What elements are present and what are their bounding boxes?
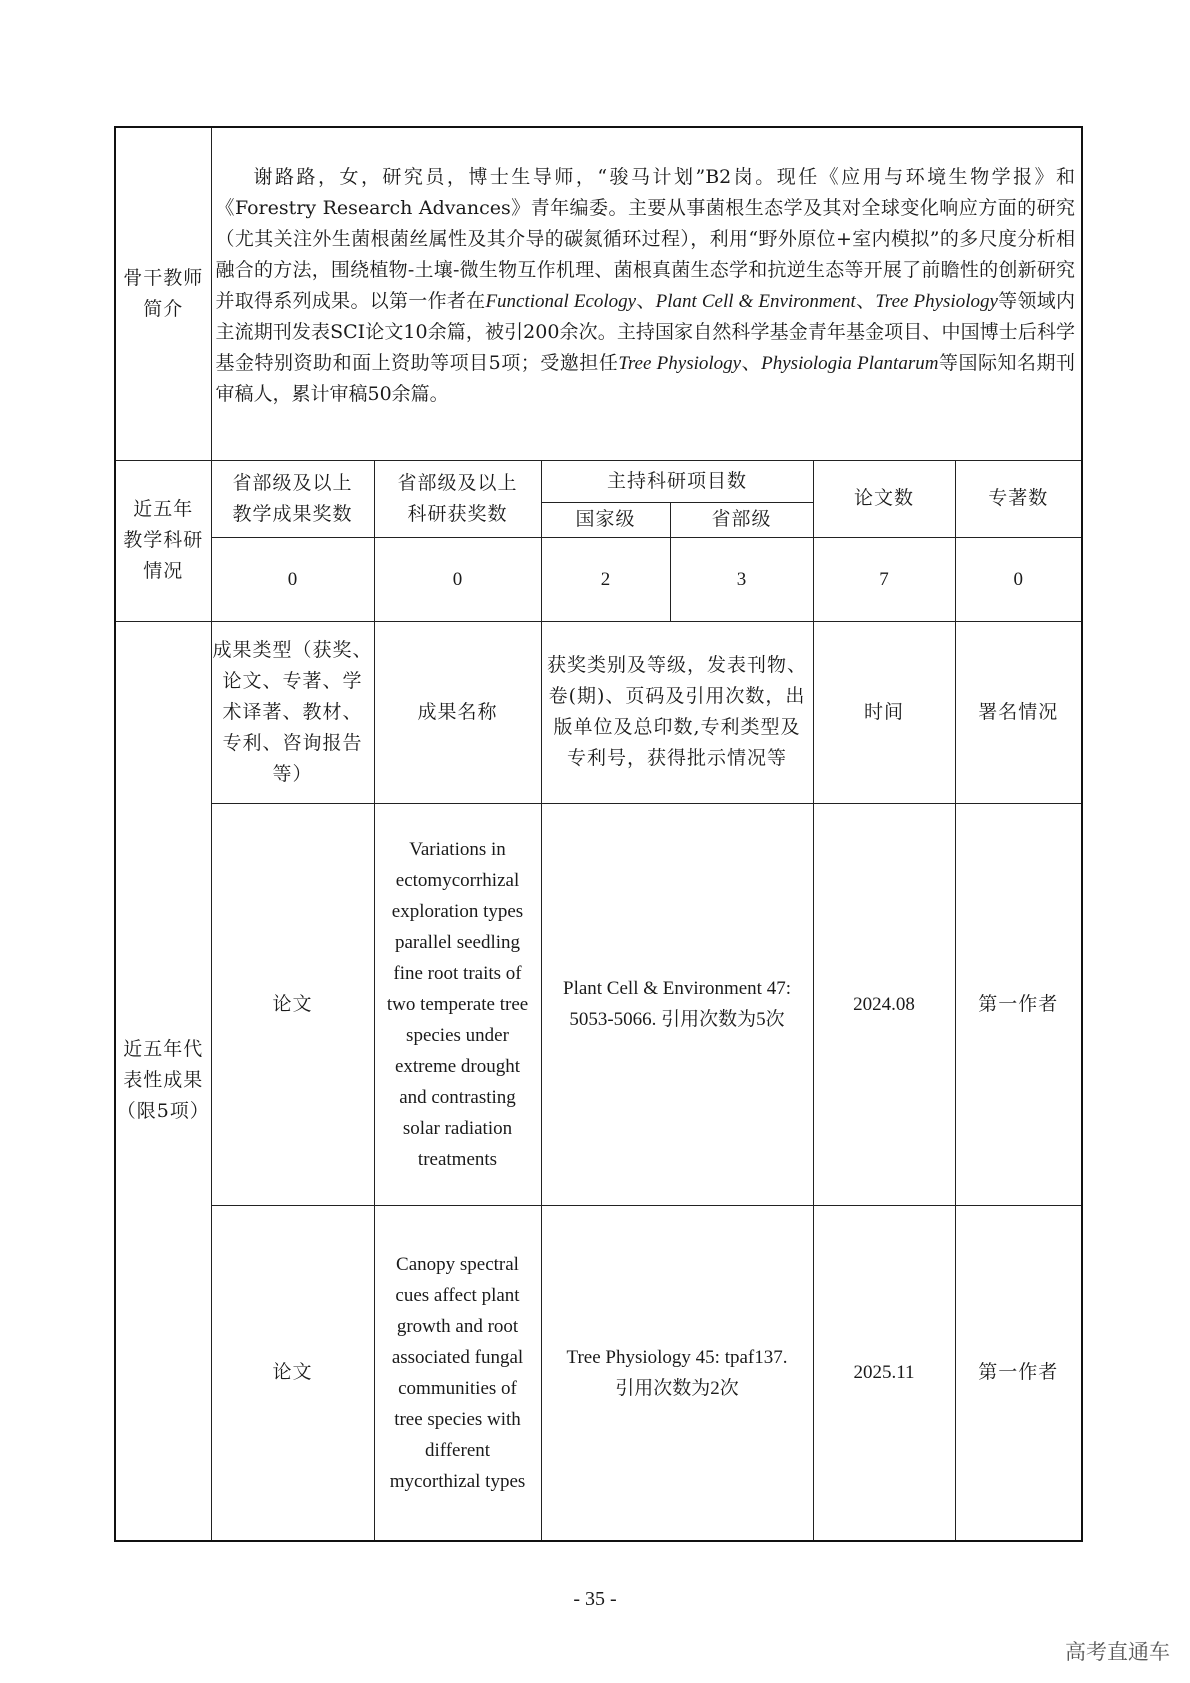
- intro-part3: 等国际知名期刊审稿人，累计审稿50余篇。: [215, 352, 1076, 405]
- intro-separator: 、: [636, 290, 656, 312]
- watermark-text: 高考直通车: [1065, 1640, 1170, 1664]
- header-detail-line: 获奖类别及等级，发表刊物、: [546, 654, 807, 676]
- journal-plant-cell-environment: Plant Cell & Environment: [655, 291, 856, 312]
- profile-intro-text: [216, 162, 1076, 410]
- header-research-line1: 省部级及以上: [397, 471, 518, 494]
- detail-line: 5053-5066. 引用次数为5次: [569, 1009, 785, 1030]
- title-line: exploration types: [391, 900, 524, 922]
- value-research-awards: 0: [374, 537, 541, 621]
- achievement-time: 2024.08: [813, 803, 955, 1205]
- title-line: Canopy spectral: [396, 1253, 519, 1275]
- header-achievement-author: 署名情况: [955, 621, 1082, 803]
- achievement-detail: [541, 1205, 813, 1541]
- title-line: mycorthizal types: [389, 1470, 526, 1492]
- page-number: - 35 -: [573, 1588, 617, 1610]
- header-papers: 论文数: [813, 460, 955, 537]
- header-teaching-line1: 省部级及以上: [232, 471, 353, 494]
- header-research-line2: 科研获奖数: [407, 502, 508, 525]
- achievement-type: 论文: [211, 1205, 374, 1541]
- title-line: ectomycorrhizal: [395, 869, 520, 891]
- intro-part1: 谢路路，女，研究员，博士生导师，“骏马计划”B2岗。现任《应用与环境生物学报》和《Forestry Research Advances》青年编委。主要从事菌根生态学及其对全球变化响应方面的研究（尤其关注外生菌根菌丝属性及其介导的碳氮循环过程），利用“野外原位+室内模拟”的多尺度分析相融合的方法，围绕植物-土壤-微生物互作机理、菌根真菌生态学和抗逆生态等开展了前瞻性的创新研究并取得系列成果。以第一作者在: [215, 166, 1076, 312]
- achievements-label-line1: 近五年代: [123, 1038, 204, 1061]
- stats-label-line3: 情况: [143, 560, 184, 582]
- header-teaching-line2: 教学成果奖数: [232, 502, 353, 525]
- profile-label-line1: 骨干教师: [123, 266, 204, 289]
- stats-label-line2: 教学科研: [123, 529, 204, 551]
- header-type-line: 论文、专著、学: [222, 669, 363, 692]
- header-books: 专著数: [955, 460, 1082, 537]
- title-line: extreme drought: [394, 1055, 521, 1077]
- header-type-line: 术译著、教材、: [222, 700, 363, 723]
- header-achievement-detail: [541, 621, 813, 803]
- achievement-author: 第一作者: [955, 803, 1082, 1205]
- faculty-form-table: [114, 126, 1083, 1542]
- title-line: parallel seedling: [394, 931, 521, 953]
- title-line: and contrasting: [399, 1086, 516, 1108]
- detail-line: Plant Cell & Environment 47:: [563, 978, 791, 999]
- value-national-projects: 2: [541, 537, 670, 621]
- stats-label-line1: 近五年: [133, 498, 194, 520]
- title-line: treatments: [417, 1148, 498, 1170]
- title-line: growth and root: [396, 1315, 519, 1337]
- achievement-row: [115, 1205, 1082, 1541]
- intro-part2: 等领域内主流期刊发表SCI论文10余篇，被引200余次。主持国家自然科学基金青年基金项目、中国博士后科学基金特别资助和面上资助等项目5项；受邀担任: [215, 290, 1076, 374]
- header-achievement-type: [211, 621, 374, 803]
- achievement-detail: [541, 803, 813, 1205]
- journal-tree-physiology-reviewer: Tree Physiology: [618, 353, 742, 374]
- stats-header-row: [115, 460, 1082, 502]
- header-detail-line: 专利号，获得批示情况等: [566, 747, 787, 769]
- header-teaching-awards: [211, 460, 374, 537]
- title-line: tree species with: [394, 1408, 521, 1430]
- title-line: different: [424, 1439, 491, 1461]
- stats-label: [115, 460, 211, 621]
- profile-label: [115, 127, 211, 460]
- value-books: 0: [955, 537, 1082, 621]
- achievements-label-line2: 表性成果: [123, 1069, 204, 1092]
- header-projects: 主持科研项目数: [541, 460, 813, 502]
- achievement-title: [374, 1205, 541, 1541]
- header-national: 国家级: [541, 502, 670, 537]
- title-line: two temperate tree: [386, 993, 529, 1015]
- intro-separator: 、: [741, 352, 762, 374]
- header-achievement-name: 成果名称: [374, 621, 541, 803]
- title-line: fine root traits of: [393, 962, 522, 984]
- detail-line: Tree Physiology 45: tpaf137.: [566, 1346, 788, 1368]
- profile-intro: [211, 127, 1082, 460]
- journal-functional-ecology: Functional Ecology: [485, 291, 637, 312]
- achievements-header-row: [115, 621, 1082, 803]
- journal-physiologia-plantarum: Physiologia Plantarum: [761, 353, 939, 374]
- header-provincial: 省部级: [670, 502, 813, 537]
- achievement-author: 第一作者: [955, 1205, 1082, 1541]
- achievements-label-line3: （限5项）: [116, 1100, 210, 1123]
- value-provincial-projects: 3: [670, 537, 813, 621]
- header-research-awards: [374, 460, 541, 537]
- header-detail-line: 卷(期)、页码及引用次数，出: [548, 685, 806, 707]
- achievement-type: 论文: [211, 803, 374, 1205]
- title-line: associated fungal: [391, 1346, 524, 1368]
- value-papers: 7: [813, 537, 955, 621]
- title-line: solar radiation: [402, 1117, 513, 1139]
- title-line: species under: [406, 1024, 509, 1046]
- header-detail-line: 版单位及总印数,专利类型及: [553, 716, 801, 738]
- stats-values-row: [115, 537, 1082, 621]
- journal-tree-physiology: Tree Physiology: [875, 291, 998, 312]
- title-line: communities of: [398, 1377, 517, 1399]
- header-type-line: 专利、咨询报告: [222, 731, 363, 754]
- header-achievement-time: 时间: [813, 621, 955, 803]
- title-line: cues affect plant: [395, 1284, 520, 1306]
- detail-line: 引用次数为2次: [615, 1377, 739, 1399]
- profile-row: [115, 127, 1082, 460]
- intro-separator: 、: [855, 290, 876, 312]
- header-type-line: 成果类型（获奖、: [212, 638, 373, 661]
- achievement-time: 2025.11: [813, 1205, 955, 1541]
- achievement-title: [374, 803, 541, 1205]
- profile-label-line2: 简介: [143, 297, 184, 320]
- value-teaching-awards: 0: [211, 537, 374, 621]
- achievement-row: [115, 803, 1082, 1205]
- header-type-line: 等）: [272, 762, 313, 785]
- achievements-label: [115, 621, 211, 1541]
- title-line: Variations in: [409, 838, 506, 860]
